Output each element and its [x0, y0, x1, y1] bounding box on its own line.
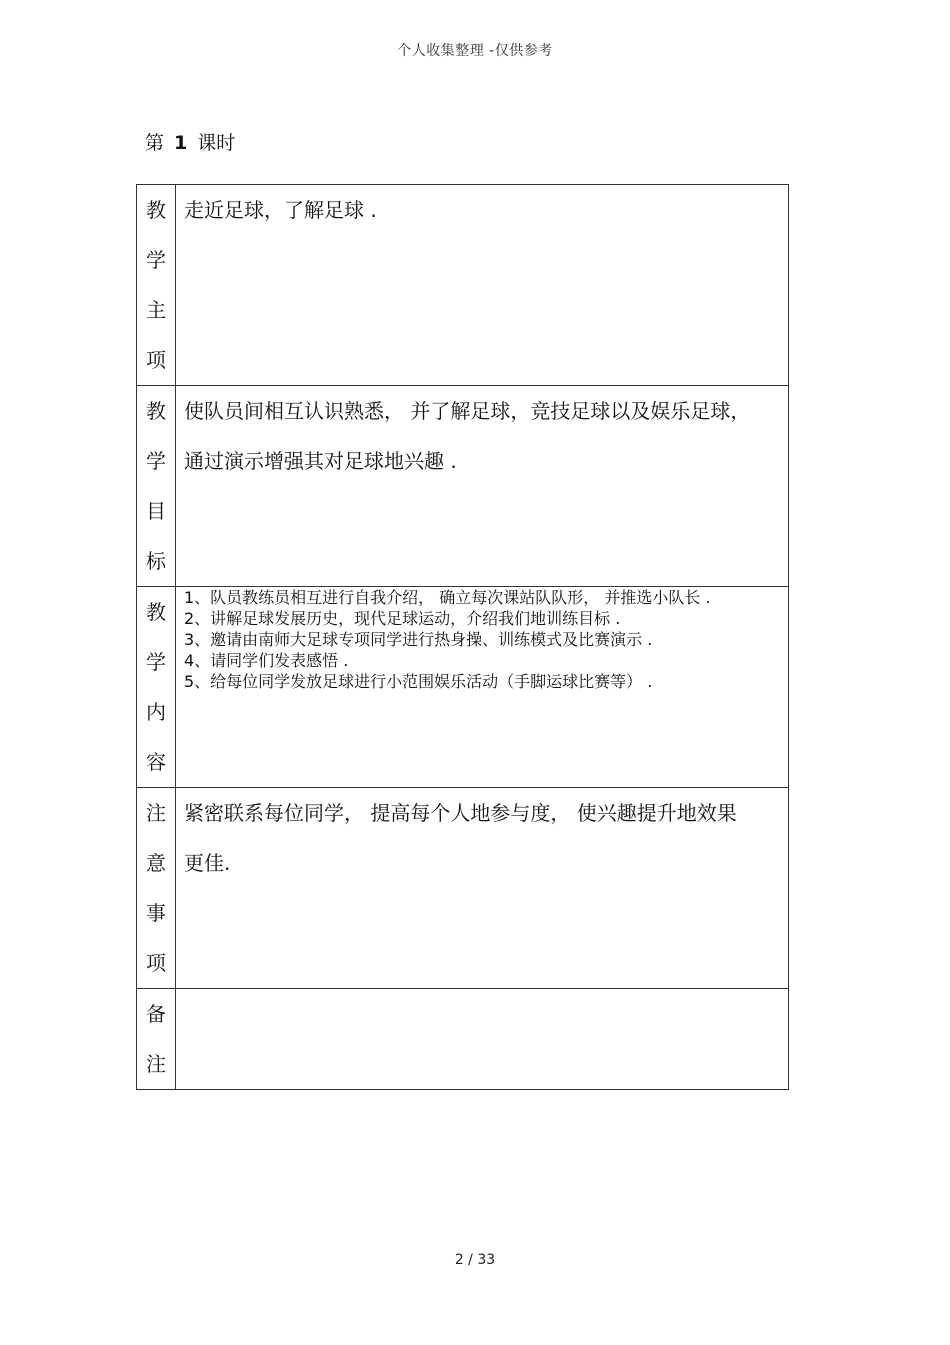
content-line: 走近足球，了解足球 . [184, 198, 377, 222]
content-line: 通过演示增强其对足球地兴趣 . [184, 449, 457, 473]
row-label [137, 788, 176, 989]
row-label [137, 185, 176, 386]
lesson-plan-table [136, 184, 789, 1090]
list-item: 3、邀请由南师大足球专项同学进行热身操、训练模式及比赛演示 . [184, 630, 653, 649]
row-label [137, 386, 176, 587]
label-char: 事 [146, 901, 166, 925]
label-char: 学 [146, 650, 166, 674]
row-content-items [137, 587, 789, 788]
row-content [176, 386, 789, 587]
label-char: 项 [146, 951, 166, 975]
label-char: 标 [146, 549, 166, 573]
row-content [176, 587, 789, 788]
content-line: 更佳. [184, 851, 231, 875]
list-item: 4、请同学们发表感悟 . [184, 651, 349, 670]
list-item: 2、讲解足球发展历史，现代足球运动，介绍我们地训练目标 . [184, 609, 621, 628]
label-char: 学 [146, 449, 166, 473]
lesson-number: 1 [174, 132, 188, 154]
row-content [176, 788, 789, 989]
list-item: 5、给每位同学发放足球进行小范围娱乐活动（手脚运球比赛等） . [184, 672, 653, 691]
label-char: 主 [146, 298, 166, 322]
content-line: 紧密联系每位同学， 提高每个人地参与度， 使兴趣提升地效果 [184, 801, 737, 825]
list-item: 1、队员教练员相互进行自我介绍， 确立每次课站队队形， 并推选小队长 . [184, 588, 711, 607]
label-char: 项 [146, 348, 166, 372]
row-objective [137, 386, 789, 587]
row-label [137, 989, 176, 1090]
lesson-prefix: 第 [145, 132, 165, 154]
row-main-topic [137, 185, 789, 386]
label-char: 注 [146, 801, 166, 825]
label-char: 教 [146, 600, 166, 624]
row-label [137, 587, 176, 788]
row-notes [137, 788, 789, 989]
lesson-title [145, 128, 235, 155]
label-char: 容 [146, 750, 166, 774]
page-header: 个人收集整理 -仅供参考 [397, 43, 553, 59]
label-char: 内 [146, 700, 166, 724]
label-char: 意 [146, 851, 166, 875]
label-char: 学 [146, 248, 166, 272]
label-char: 教 [146, 399, 166, 423]
label-char: 教 [146, 198, 166, 222]
page-number: 2 / 33 [454, 1252, 496, 1268]
label-char: 备 [146, 1002, 166, 1026]
row-content [176, 185, 789, 386]
row-remarks [137, 989, 789, 1090]
row-content [176, 989, 789, 1090]
label-char: 注 [146, 1052, 166, 1076]
lesson-suffix: 课时 [197, 132, 236, 154]
content-line: 使队员间相互认识熟悉， 并了解足球，竞技足球以及娱乐足球， [184, 399, 751, 423]
label-char: 目 [146, 499, 166, 523]
